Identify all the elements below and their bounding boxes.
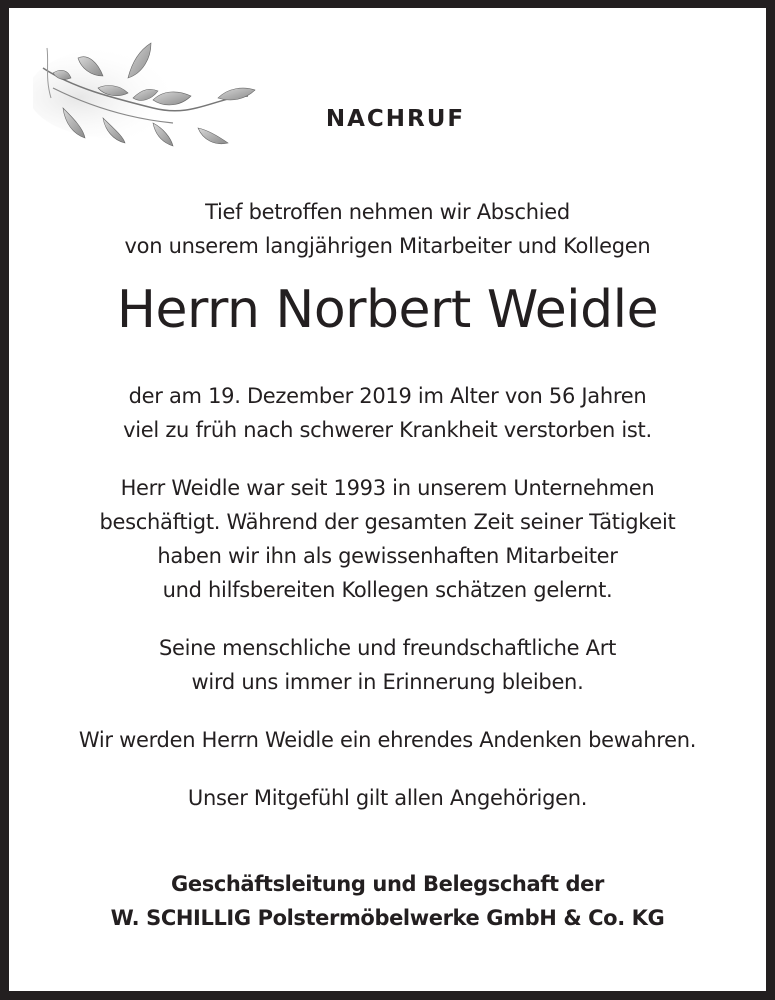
paragraph-line: wird uns immer in Erinnerung bleiben.: [191, 670, 584, 694]
signature-line: Geschäftsleitung und Belegschaft der: [171, 872, 604, 896]
notice-title: NACHRUF: [325, 106, 466, 132]
paragraph-line: Seine menschliche und freundschaftliche Art: [158, 636, 617, 660]
intro-line: Tief betroffen nehmen wir Abschied: [205, 200, 570, 224]
paragraph-line: viel zu früh nach schwerer Krankheit verstorben ist.: [123, 418, 652, 442]
paragraph-line: Unser Mitgefühl gilt allen Angehörigen.: [187, 786, 588, 810]
obituary-notice: [9, 8, 766, 991]
paragraph-line: Wir werden Herrn Weidle ein ehrendes Andenken bewahren.: [78, 728, 697, 752]
paragraph-line: der am 19. Dezember 2019 im Alter von 56 Jahren: [128, 384, 647, 408]
intro-line: von unserem langjährigen Mitarbeiter und Kollegen: [124, 234, 651, 258]
deceased-name: Herrn Norbert Weidle: [116, 280, 659, 340]
paragraph-line: beschäftigt. Während der gesamten Zeit seiner Tätigkeit: [99, 510, 676, 534]
paragraph-line: und hilfsbereiten Kollegen schätzen gelernt.: [162, 578, 613, 602]
signature-company: W. SCHILLIG Polstermöbelwerke GmbH & Co. KG: [110, 906, 665, 930]
paragraph-line: Herr Weidle war seit 1993 in unserem Unternehmen: [120, 476, 655, 500]
paragraph-line: haben wir ihn als gewissenhaften Mitarbeiter: [157, 544, 618, 568]
